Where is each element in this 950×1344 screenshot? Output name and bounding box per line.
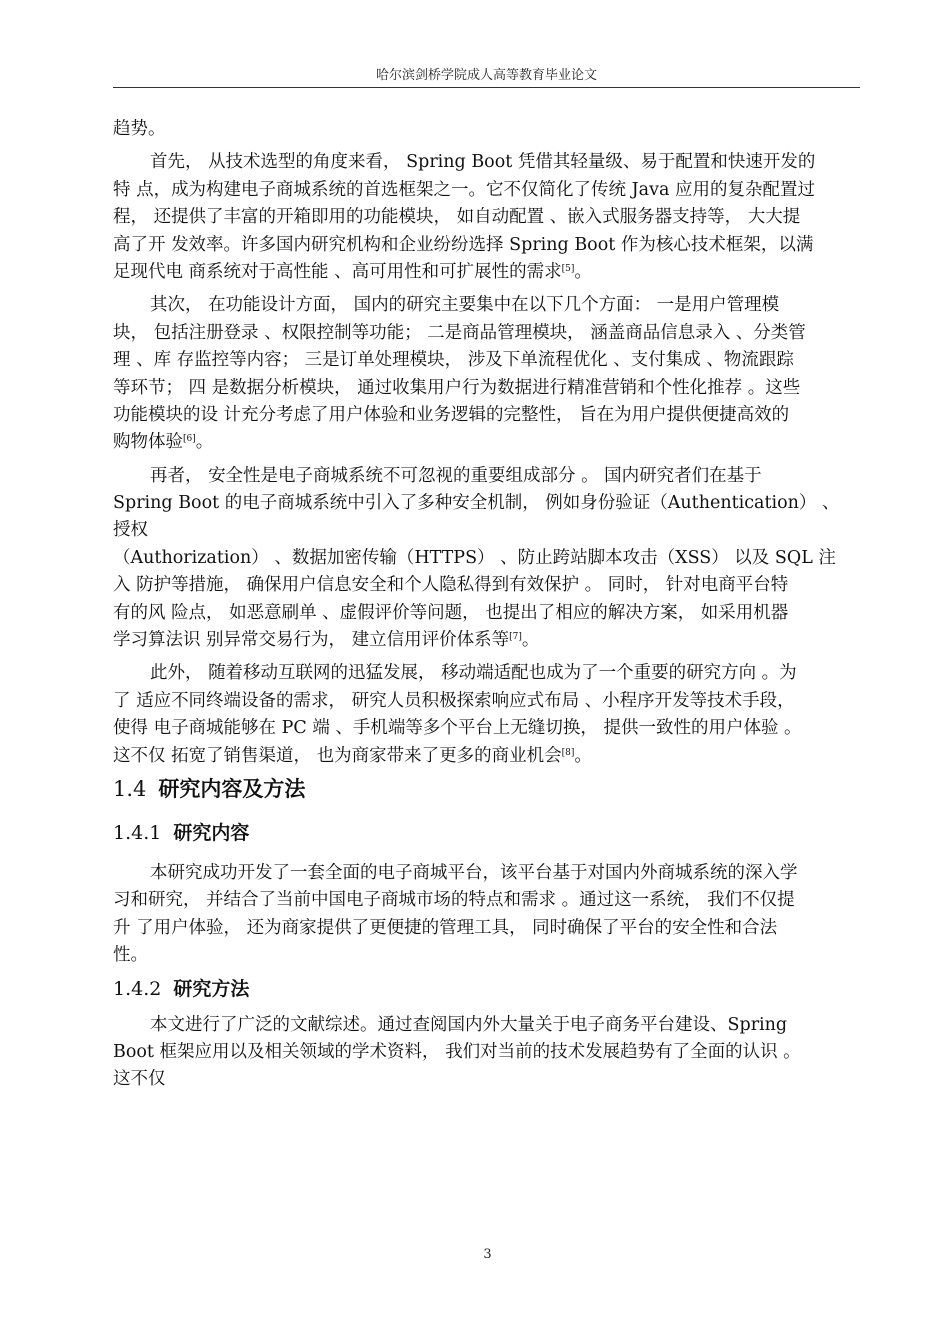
- text-line: 特 点，成为构建电子商城系统的首选框架之一。它不仅简化了传统 Java 应用的复杂配置过: [113, 179, 815, 200]
- text-line: 习和研究， 并结合了当前中国电子商城市场的特点和需求 。通过这一系统， 我们不仅提: [113, 890, 795, 911]
- paragraph-research-method: [113, 1012, 863, 1094]
- text-line: 趋势。: [113, 119, 166, 139]
- text-line: 再者， 安全性是电子商城系统不可忽视的重要组成部分 。 国内研究者们在基于: [150, 465, 762, 486]
- text-line: 了 适应不同终端设备的需求， 研究人员积极探索响应式布局 、小程序开发等技术手段，: [113, 690, 795, 711]
- subsection-title: 研究内容: [173, 821, 250, 844]
- section-title: 研究内容及方法: [158, 775, 306, 801]
- line-text: 足现代电 商系统对于高性能 、高可用性和可扩展性的需求: [113, 261, 562, 282]
- text-line: 入 防护等措施， 确保用户信息安全和个人隐私得到有效保护 。 同时， 针对电商平台特: [113, 575, 789, 596]
- subsection-heading-1-4-1: [113, 816, 863, 850]
- citation-7: [7]: [509, 632, 522, 643]
- page-header: 哈尔滨剑桥学院成人高等教育毕业论文: [375, 68, 597, 83]
- section-number: 1.4: [113, 776, 147, 801]
- paragraph-mobile: [113, 660, 863, 770]
- text-line: 程， 还提供了丰富的开箱即用的功能模块， 如自动配置 、嵌入式服务器支持等， 大大提: [113, 207, 801, 228]
- text-line: 功能模块的设 计充分考虑了用户体验和业务逻辑的完整性， 旨在为用户提供便捷高效的: [113, 404, 790, 425]
- header-rule: [113, 87, 860, 88]
- page-number: 3: [483, 1247, 492, 1262]
- subsection-number: 1.4.1: [113, 821, 162, 844]
- text-line: 这不仅: [113, 1069, 166, 1090]
- page-body: [113, 116, 863, 1094]
- text-line: Spring Boot 的电子商城系统中引入了多种安全机制， 例如身份验证（Authentication） 、: [113, 493, 840, 514]
- text-line: （Authorization） 、数据加密传输（HTTPS） 、防止跨站脚本攻击（XSS） 以及 SQL 注: [113, 547, 836, 568]
- sentence-end: 。: [574, 261, 592, 282]
- subsection-heading-1-4-2: [113, 972, 863, 1006]
- subsection-title: 研究方法: [173, 977, 250, 1000]
- text-line: 有的风 险点， 如恶意刷单 、虚假评价等问题， 也提出了相应的解决方案， 如采用机器: [113, 602, 789, 623]
- citation-5: [5]: [561, 263, 575, 274]
- line-text: 这不仅 拓宽了销售渠道， 也为商家带来了更多的商业机会: [113, 745, 562, 766]
- text-line: 其次， 在功能设计方面， 国内的研究主要集中在以下几个方面： 一是用户管理模: [150, 295, 780, 316]
- paragraph-research-content: [113, 860, 863, 970]
- text-line: [113, 429, 863, 456]
- text-line: 升 了用户体验， 还为商家提供了更便捷的管理工具， 同时确保了平台的安全性和合法: [113, 917, 778, 938]
- line-text: 购物体验: [113, 432, 183, 453]
- text-line: 理 、库 存监控等内容； 三是订单处理模块， 涉及下单流程优化 、支付集成 、物流跟踪: [113, 350, 794, 371]
- text-line: 授权: [113, 520, 148, 541]
- text-line: 等环节； 四 是数据分析模块， 通过收集用户行为数据进行精准营销和个性化推荐 。这些: [113, 377, 801, 398]
- sentence-end: 。: [521, 630, 540, 651]
- paragraph-continuation: [113, 116, 863, 143]
- text-line: 使得 电子商城能够在 PC 端 、手机端等多个平台上无缝切换， 提供一致性的用户体验 。: [113, 718, 802, 739]
- sentence-end: 。: [195, 432, 214, 453]
- text-line: 首先， 从技术选型的角度来看， Spring Boot 凭借其轻量级、易于配置和快速开发的: [150, 152, 816, 173]
- paragraph-security: [113, 463, 863, 655]
- text-line: [113, 627, 863, 654]
- text-line: [113, 259, 863, 286]
- sentence-end: 。: [574, 745, 592, 766]
- text-line: 块， 包括注册登录 、权限控制等功能； 二是商品管理模块， 涵盖商品信息录入 、分类管: [113, 322, 806, 343]
- citation-6: [6]: [183, 434, 196, 445]
- line-text: 学习算法识 别异常交易行为， 建立信用评价体系等: [113, 630, 510, 651]
- text-line: 此外， 随着移动互联网的迅猛发展， 移动端适配也成为了一个重要的研究方向 。为: [150, 663, 797, 684]
- text-line: 本研究成功开发了一套全面的电子商城平台，该平台基于对国内外商城系统的深入学: [150, 862, 798, 883]
- text-line: Boot 框架应用以及相关领域的学术资料， 我们对当前的技术发展趋势有了全面的认识 。: [113, 1041, 801, 1062]
- paragraph-tech-selection: [113, 149, 863, 286]
- subsection-number: 1.4.2: [113, 977, 162, 1000]
- paragraph-function-design: [113, 292, 863, 456]
- section-heading-1-4: [113, 772, 863, 806]
- text-line: [113, 743, 863, 770]
- text-line: 本文进行了广泛的文献综述。通过查阅国内外大量关于电子商务平台建设、Spring: [150, 1014, 788, 1035]
- citation-8: [8]: [561, 747, 575, 758]
- text-line: 高了开 发效率。许多国内研究机构和企业纷纷选择 Spring Boot 作为核心技术框架，以满: [113, 234, 814, 255]
- text-line: 性。: [113, 945, 148, 966]
